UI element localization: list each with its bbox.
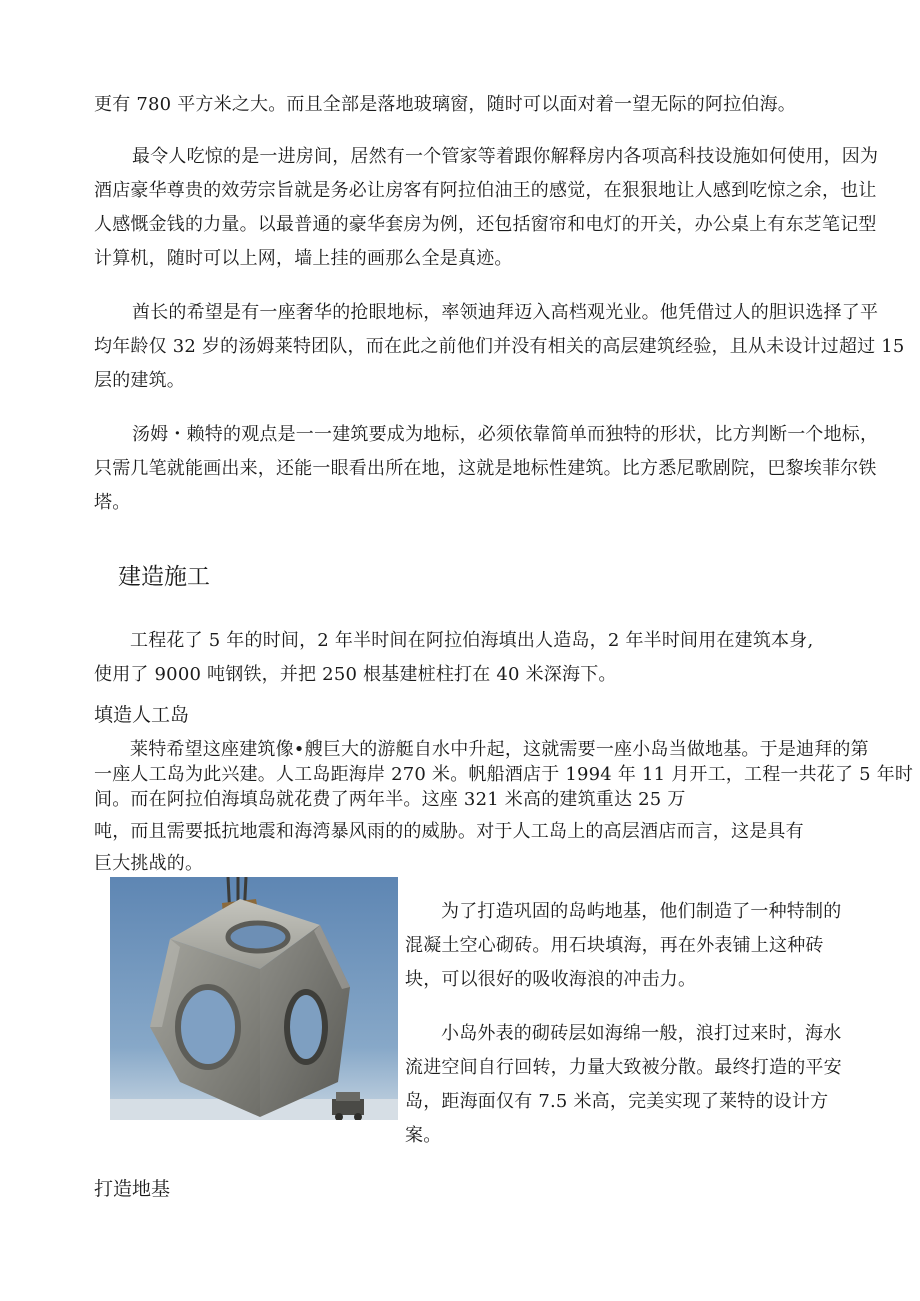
paragraph-line: 只需几笔就能画出来，还能一眼看出所在地，这就是地标性建筑。比方悉尼歌剧院，巴黎埃菲尔铁 [94, 458, 877, 479]
paragraph-line: 塔。 [94, 492, 131, 513]
paragraph-line: 块，可以很好的吸收海浪的冲击力。 [405, 969, 697, 990]
paragraph-line: 吨，而且需要抵抗地震和海湾暴风雨的的威胁。对于人工岛上的高层酒店而言，这是具有 [94, 821, 804, 842]
paragraph-line: 混凝土空心砌砖。用石块填海，再在外表铺上这种砖 [405, 935, 824, 956]
paragraph-line: 酋长的希望是有一座奢华的抢眼地标，率领迪拜迈入高档观光业。他凭借过人的胆识选择了平 [132, 302, 879, 323]
concrete-block-photo [110, 877, 398, 1120]
paragraph-line: 人感慨金钱的力量。以最普通的豪华套房为例，还包括窗帘和电灯的开关，办公桌上有东芝笔记型 [94, 214, 877, 235]
paragraph-line: 酒店豪华尊贵的效劳宗旨就是务必让房客有阿拉伯油王的感觉，在狠狠地让人感到吃惊之余，也让 [94, 180, 877, 201]
paragraph-line: 小岛外表的砌砖层如海绵一般，浪打过来时，海水 [441, 1023, 842, 1044]
paragraph-line: 汤姆・赖特的观点是一一建筑要成为地标，必须依靠简单而独特的形状，比方判断一个地标， [132, 424, 879, 445]
paragraph-line: 流进空间自行回转，力量大致被分散。最终打造的平安 [405, 1057, 842, 1078]
paragraph-line: 巨大挑战的。 [94, 853, 204, 874]
paragraph-line: 莱特希望这座建筑像•艘巨大的游艇自水中升起，这就需要一座小岛当做地基。于是迪拜的第 [130, 739, 869, 760]
paragraph-line: 更有 780 平方米之大。而且全部是落地玻璃窗，随时可以面对着一望无际的阿拉伯海。 [94, 94, 796, 115]
subsection-heading: 打造地基 [94, 1178, 171, 1200]
paragraph-line: 间。而在阿拉伯海填岛就花费了两年半。这座 321 米高的建筑重达 25 万 [94, 789, 686, 810]
subsection-heading: 填造人工岛 [94, 704, 190, 726]
paragraph-line: 最令人吃惊的是一进房间，居然有一个管家等着跟你解释房内各项高科技设施如何使用，因为 [132, 146, 879, 167]
paragraph-line: 一座人工岛为此兴建。人工岛距海岸 270 米。帆船酒店于 1994 年 11 月开工，工程一共花了 5 年时 [94, 764, 914, 785]
paragraph-line: 计算机，随时可以上网，墙上挂的画那么全是真迹。 [94, 248, 513, 269]
paragraph-line: 案。 [405, 1125, 442, 1146]
paragraph-line: 为了打造巩固的岛屿地基，他们制造了一种特制的 [441, 901, 842, 922]
paragraph-line: 工程花了 5 年的时间，2 年半时间在阿拉伯海填出人造岛，2 年半时间用在建筑本身, [130, 630, 814, 651]
paragraph-line: 层的建筑。 [94, 370, 185, 391]
paragraph-line: 使用了 9000 吨钢铁，并把 250 根基建桩柱打在 40 米深海下。 [94, 664, 617, 685]
concrete-block-illustration [110, 877, 398, 1120]
paragraph-line: 均年龄仅 32 岁的汤姆莱特团队，而在此之前他们并没有相关的高层建筑经验，且从未设计过超过 15 [94, 336, 905, 357]
paragraph-line: 岛，距海面仅有 7.5 米高，完美实现了莱特的设计方 [405, 1091, 829, 1112]
section-heading: 建造施工 [118, 564, 210, 590]
